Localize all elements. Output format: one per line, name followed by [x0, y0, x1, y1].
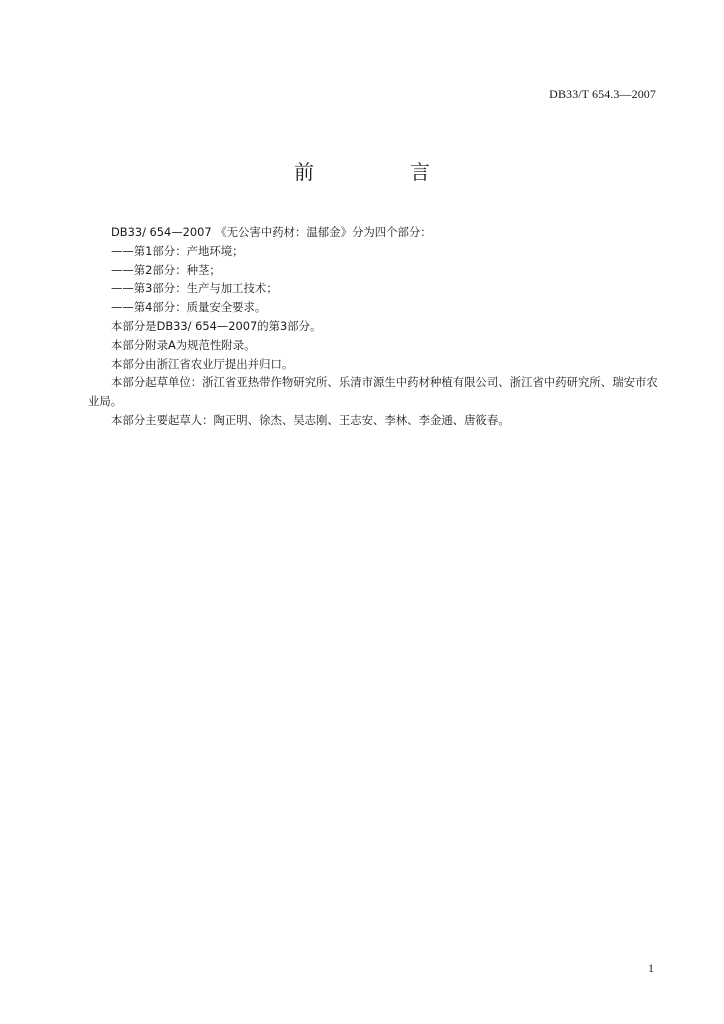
- page-title: 前 言: [294, 160, 468, 184]
- paragraph-part-1: ——第1部分：产地环境；: [111, 243, 244, 258]
- paragraph-drafting-units: 本部分起草单位：浙江省亚热带作物研究所、乐清市源生中药材种植有限公司、浙江省中药研究所、瑞安市农业局。: [88, 375, 658, 409]
- paragraph-part-4: ——第4部分：质量安全要求。: [111, 300, 267, 315]
- standard-code-header: DB33/T 654.3—2007: [549, 87, 656, 101]
- paragraph-this-part: 本部分是DB33/ 654—2007的第3部分。: [111, 318, 322, 333]
- paragraph-proposer: 本部分由浙江省农业厅提出并归口。: [111, 356, 294, 371]
- paragraph-appendix: 本部分附录A为规范性附录。: [111, 337, 256, 352]
- page-number: 1: [648, 961, 654, 975]
- paragraph-part-3: ——第3部分：生产与加工技术；: [111, 281, 278, 296]
- foreword-body: [88, 223, 658, 430]
- paragraph-parts-intro: DB33/ 654—2007 《无公害中药材：温郁金》分为四个部分：: [111, 225, 432, 239]
- paragraph-drafters: 本部分主要起草人：陶正明、徐杰、吴志刚、王志安、李林、李金通、唐筱春。: [111, 412, 510, 427]
- paragraph-part-2: ——第2部分：种茎；: [111, 262, 221, 277]
